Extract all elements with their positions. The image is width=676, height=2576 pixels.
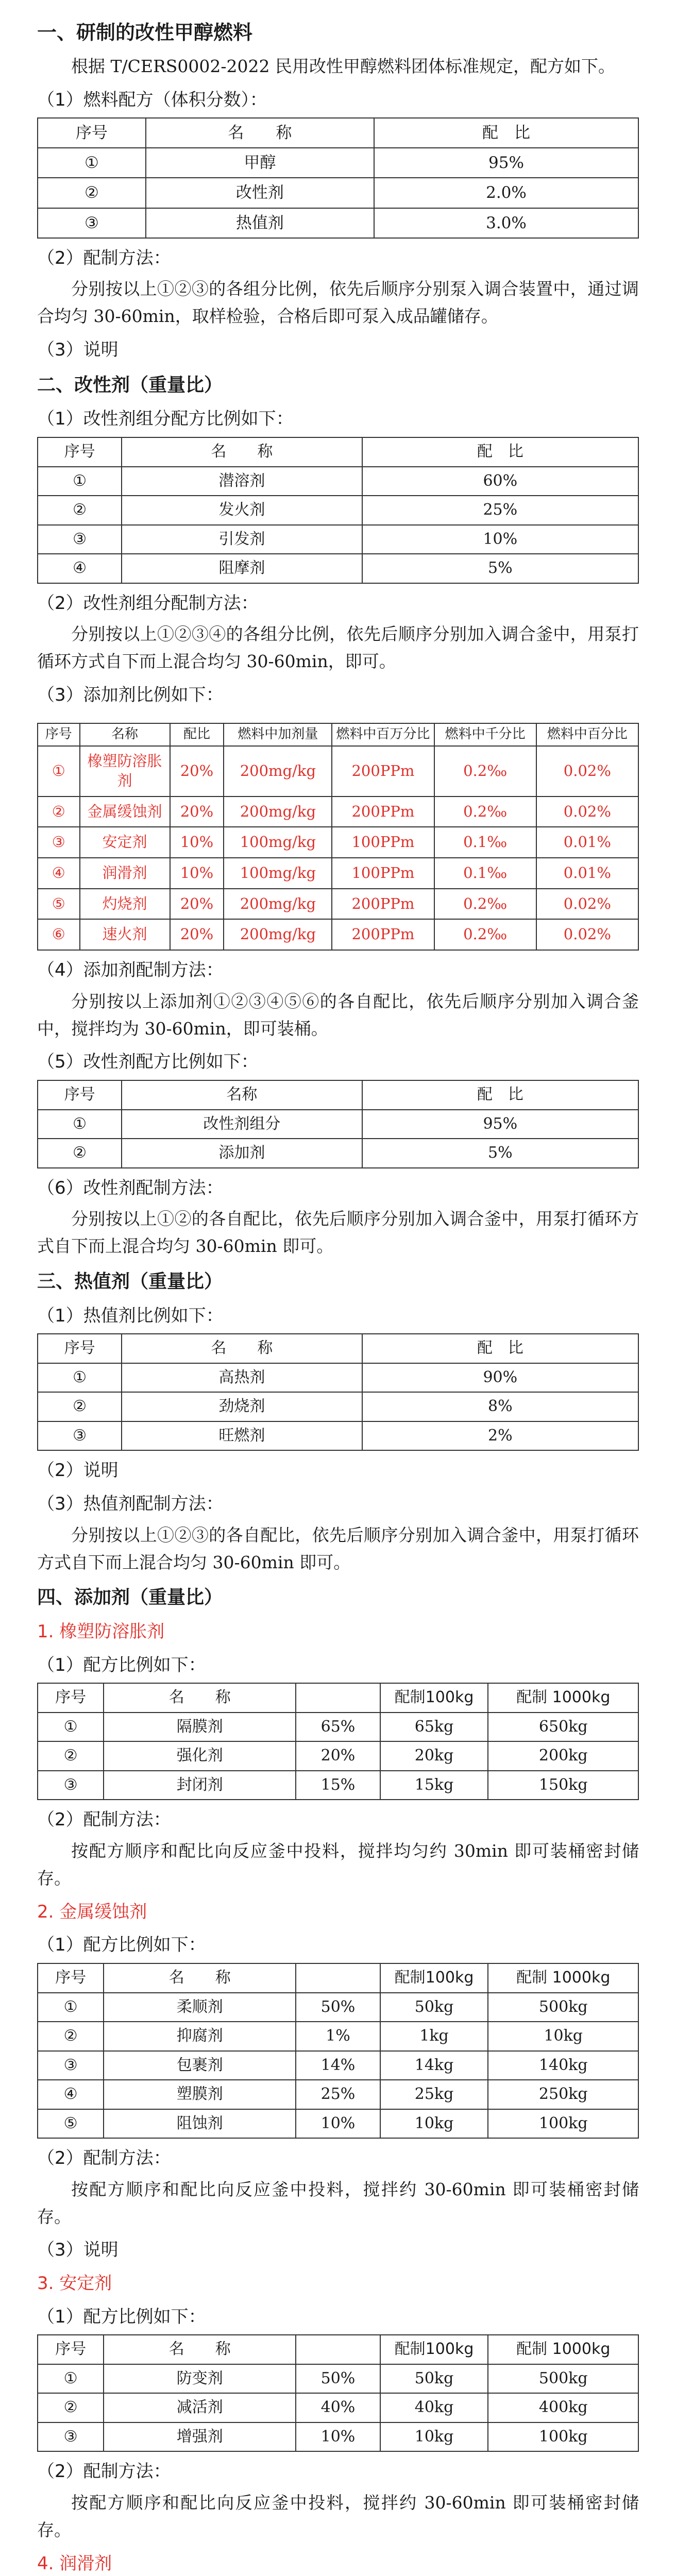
col-header: 序号: [38, 1080, 122, 1110]
cell: 金属缓蚀剂: [80, 796, 170, 827]
col-header: 配比: [170, 723, 224, 746]
cell: 包裹剂: [104, 2051, 296, 2080]
cell: 0.2‰: [434, 919, 536, 950]
cell: 200mg/kg: [224, 919, 332, 950]
table-row: [38, 178, 638, 208]
cell: 20%: [170, 746, 224, 796]
cell: 润滑剂: [80, 858, 170, 889]
intro-paragraph: 根据 T/CERS0002-2022 民用改性甲醇燃料团体标准规定，配方如下。: [71, 56, 616, 76]
group-sub3: （3）说明: [37, 2240, 119, 2261]
cell: 1%: [296, 2022, 380, 2051]
cell: 40%: [296, 2393, 380, 2422]
s2-title: 二、改性剂（重量比）: [37, 374, 223, 396]
cell: 0.01%: [536, 858, 638, 889]
col-header: 序号: [38, 118, 146, 148]
group-sub2: （2）配制方法：: [37, 2148, 171, 2169]
group-method: 按配方顺序和配比向反应釜中投料，搅拌约 30-60min 即可装桶密封储存。: [37, 2493, 639, 2540]
col-header: 名称: [122, 1080, 362, 1110]
table-row: [38, 2080, 638, 2109]
cell: 0.02%: [536, 889, 638, 920]
cell: 25kg: [380, 2080, 488, 2109]
cell: 增强剂: [104, 2422, 296, 2452]
s3-title: 三、热值剂（重量比）: [37, 1270, 223, 1292]
col-header: [296, 1683, 380, 1713]
table-row: [38, 525, 638, 554]
col-header: 配 比: [362, 1080, 638, 1110]
col-header: 序号: [38, 437, 122, 467]
cell: 50kg: [380, 2364, 488, 2394]
s2-sub2: （2）改性剂组分配制方法：: [37, 592, 259, 614]
group-sub1: （1）配方比例如下：: [37, 1935, 206, 1956]
cell: ②: [38, 2393, 104, 2422]
cell: ①: [38, 467, 122, 496]
cell: 0.1‰: [434, 827, 536, 858]
group-sub1: （1）配方比例如下：: [37, 2306, 206, 2327]
table-row: [38, 827, 638, 858]
cell: 100PPm: [332, 827, 434, 858]
cell: 隔膜剂: [104, 1713, 296, 1742]
cell: 0.02%: [536, 746, 638, 796]
cell: 柔顺剂: [104, 1993, 296, 2022]
additive-groups: [37, 1618, 639, 2576]
table-row: [38, 1713, 638, 1742]
s3-sub1: （1）热值剂比例如下：: [37, 1305, 224, 1326]
col-header: 配制100kg: [380, 1683, 488, 1713]
cell: 200mg/kg: [224, 746, 332, 796]
s3-sub3: （3）热值剂配制方法：: [37, 1494, 224, 1515]
cell: ②: [38, 496, 122, 525]
cell: 15kg: [380, 1771, 488, 1800]
cell: ④: [38, 2080, 104, 2109]
table-row: [38, 148, 638, 178]
table-header-row: [38, 723, 638, 746]
additive-ratio-table: [37, 723, 639, 951]
additive-group-title: 3. 安定剂: [37, 2273, 112, 2294]
table-row: [38, 2364, 638, 2394]
cell: ④: [38, 554, 122, 583]
table-row: [38, 858, 638, 889]
table-header-row: [38, 1334, 638, 1363]
table-row: [38, 1392, 638, 1421]
cell: 10%: [170, 858, 224, 889]
cell: ①: [38, 2364, 104, 2394]
additive-formula-table: [37, 2334, 639, 2452]
cell: ②: [38, 1392, 122, 1421]
cell: 100kg: [488, 2109, 638, 2139]
col-header: 序号: [38, 1963, 104, 1993]
cell: 14%: [296, 2051, 380, 2080]
cell: ①: [38, 746, 80, 796]
fuel-formula-table: [37, 117, 639, 238]
cell: 发火剂: [122, 496, 362, 525]
s2-sub3: （3）添加剂比例如下：: [37, 684, 224, 705]
cell: 封闭剂: [104, 1771, 296, 1800]
additive-group-title: 1. 橡塑防溶胀剂: [37, 1621, 165, 1642]
cell: 10kg: [488, 2022, 638, 2051]
cell: 200mg/kg: [224, 796, 332, 827]
col-header: 燃料中百分比: [536, 723, 638, 746]
cell: ②: [38, 796, 80, 827]
col-header: 名 称: [104, 1963, 296, 1993]
cell: 改性剂: [146, 178, 374, 208]
col-header: [296, 1963, 380, 1993]
cell: ③: [38, 1421, 122, 1451]
col-header: 配制100kg: [380, 2335, 488, 2364]
table-row: [38, 467, 638, 496]
cell: 10%: [296, 2422, 380, 2452]
cell: 0.2‰: [434, 889, 536, 920]
table-row: [38, 1110, 638, 1139]
col-header: 配制 1000kg: [488, 2335, 638, 2364]
col-header: 配制100kg: [380, 1963, 488, 1993]
cell: 0.2‰: [434, 746, 536, 796]
cell: 500kg: [488, 1993, 638, 2022]
table-header-row: [38, 1963, 638, 1993]
cell: 阻蚀剂: [104, 2109, 296, 2139]
cell: 抑腐剂: [104, 2022, 296, 2051]
cell: 旺燃剂: [122, 1421, 362, 1451]
table-header-row: [38, 1080, 638, 1110]
cell: 0.01%: [536, 827, 638, 858]
cell: 甲醇: [146, 148, 374, 178]
table-header-row: [38, 118, 638, 148]
s2-sub1: （1）改性剂组分配方比例如下：: [37, 409, 294, 430]
cell: 潜溶剂: [122, 467, 362, 496]
cell: 140kg: [488, 2051, 638, 2080]
s1-method: 分别按以上①②③的各组分比例，依先后顺序分别泵入调合装置中，通过调合均匀 30-60min，取样检验，合格后即可泵入成品罐储存。: [37, 279, 639, 327]
s4-title: 四、添加剂（重量比）: [37, 1587, 223, 1608]
additive-formula-table: [37, 1683, 639, 1800]
cell: 阻摩剂: [122, 554, 362, 583]
cell: ①: [38, 148, 146, 178]
cell: ①: [38, 1363, 122, 1393]
table-row: [38, 2393, 638, 2422]
cell: ③: [38, 827, 80, 858]
cell: 减活剂: [104, 2393, 296, 2422]
cell: 25%: [296, 2080, 380, 2109]
s3-sub2: （2）说明: [37, 1460, 119, 1481]
cell: 60%: [362, 467, 638, 496]
cell: 200PPm: [332, 919, 434, 950]
cell: 95%: [374, 148, 638, 178]
cell: 0.02%: [536, 796, 638, 827]
table-row: [38, 2051, 638, 2080]
col-header: 燃料中百万分比: [332, 723, 434, 746]
cell: 安定剂: [80, 827, 170, 858]
s2-sub6: （6）改性剂配制方法：: [37, 1177, 224, 1198]
cell: ⑥: [38, 919, 80, 950]
heat-value-table: [37, 1333, 639, 1451]
cell: 650kg: [488, 1713, 638, 1742]
table-row: [38, 496, 638, 525]
s2-method: 分别按以上①②③④的各组分比例，依先后顺序分别加入调合釜中，用泵打循环方式自下而上混合均匀 30-60min，即可。: [37, 624, 639, 671]
cell: ②: [38, 178, 146, 208]
cell: ③: [38, 208, 146, 238]
cell: 10%: [362, 525, 638, 554]
s2-method4: 分别按以上添加剂①②③④⑤⑥的各自配比，依先后顺序分别加入调合釜中，搅拌均为 30-60min，即可装桶。: [37, 991, 639, 1039]
table-row: [38, 554, 638, 583]
cell: 100mg/kg: [224, 858, 332, 889]
col-header: 名 称: [122, 437, 362, 467]
cell: 强化剂: [104, 1741, 296, 1771]
cell: 200mg/kg: [224, 889, 332, 920]
modifier-component-table: [37, 437, 639, 584]
cell: 100kg: [488, 2422, 638, 2452]
cell: 高热剂: [122, 1363, 362, 1393]
cell: 400kg: [488, 2393, 638, 2422]
cell: 25%: [362, 496, 638, 525]
table-row: [38, 208, 638, 238]
s2-sub5: （5）改性剂配方比例如下：: [37, 1052, 259, 1073]
col-header: 配 比: [362, 1334, 638, 1363]
cell: ①: [38, 1110, 122, 1139]
col-header: 燃料中加剂量: [224, 723, 332, 746]
cell: 1kg: [380, 2022, 488, 2051]
cell: 50%: [296, 1993, 380, 2022]
cell: ①: [38, 1713, 104, 1742]
cell: 5%: [362, 1139, 638, 1168]
col-header: 名 称: [104, 1683, 296, 1713]
group-sub2: （2）配制方法：: [37, 1809, 171, 1831]
table-row: [38, 1363, 638, 1393]
cell: 热值剂: [146, 208, 374, 238]
col-header: 燃料中千分比: [434, 723, 536, 746]
cell: 250kg: [488, 2080, 638, 2109]
cell: 500kg: [488, 2364, 638, 2394]
table-header-row: [38, 2335, 638, 2364]
cell: 200PPm: [332, 746, 434, 796]
cell: 改性剂组分: [122, 1110, 362, 1139]
col-header: 配 比: [362, 437, 638, 467]
table-header-row: [38, 437, 638, 467]
col-header: 序号: [38, 2335, 104, 2364]
cell: ③: [38, 525, 122, 554]
cell: ③: [38, 1771, 104, 1800]
col-header: 配 比: [374, 118, 638, 148]
group-method: 按配方顺序和配比向反应釜中投料，搅拌约 30-60min 即可装桶密封储存。: [37, 2179, 639, 2227]
table-row: [38, 1993, 638, 2022]
cell: 65%: [296, 1713, 380, 1742]
cell: 200PPm: [332, 796, 434, 827]
cell: 引发剂: [122, 525, 362, 554]
col-header: 配制 1000kg: [488, 1683, 638, 1713]
table-header-row: [38, 1683, 638, 1713]
cell: 200kg: [488, 1741, 638, 1771]
cell: 防变剂: [104, 2364, 296, 2394]
col-header: [296, 2335, 380, 2364]
additive-formula-table: [37, 1963, 639, 2139]
cell: 65kg: [380, 1713, 488, 1742]
additive-group-title: 2. 金属缓蚀剂: [37, 1901, 147, 1922]
cell: 40kg: [380, 2393, 488, 2422]
table-row: [38, 1421, 638, 1451]
col-header: 名称: [80, 723, 170, 746]
s1-sub3: （3）说明: [37, 339, 119, 360]
cell: 2%: [362, 1421, 638, 1451]
cell: 14kg: [380, 2051, 488, 2080]
cell: ②: [38, 2022, 104, 2051]
cell: 50%: [296, 2364, 380, 2394]
cell: 20%: [170, 889, 224, 920]
cell: 95%: [362, 1110, 638, 1139]
cell: 90%: [362, 1363, 638, 1393]
col-header: 名 称: [146, 118, 374, 148]
s2-method6: 分别按以上①②的各自配比，依先后顺序分别加入调合釜中，用泵打循环方式自下而上混合均匀 30-60min 即可。: [37, 1209, 639, 1257]
cell: 10%: [170, 827, 224, 858]
cell: 5%: [362, 554, 638, 583]
col-header: 序号: [38, 723, 80, 746]
cell: ③: [38, 2422, 104, 2452]
table-row: [38, 1139, 638, 1168]
table-row: [38, 919, 638, 950]
cell: ③: [38, 2051, 104, 2080]
cell: ⑤: [38, 889, 80, 920]
doc-title: 一、研制的改性甲醇燃料: [37, 21, 253, 44]
cell: 200PPm: [332, 889, 434, 920]
cell: 10kg: [380, 2422, 488, 2452]
table-row: [38, 1741, 638, 1771]
cell: 灼烧剂: [80, 889, 170, 920]
modifier-formula-table: [37, 1080, 639, 1168]
table-row: [38, 796, 638, 827]
cell: 3.0%: [374, 208, 638, 238]
cell: 劲烧剂: [122, 1392, 362, 1421]
additive-group-title: 4. 润滑剂: [37, 2553, 112, 2574]
col-header: 序号: [38, 1334, 122, 1363]
group-method: 按配方顺序和配比向反应釜中投料，搅拌均匀约 30min 即可装桶密封储存。: [37, 1841, 639, 1888]
cell: ①: [38, 1993, 104, 2022]
cell: 20%: [170, 796, 224, 827]
cell: 20%: [170, 919, 224, 950]
cell: 橡塑防溶胀剂: [80, 746, 170, 796]
cell: 0.2‰: [434, 796, 536, 827]
col-header: 名 称: [104, 2335, 296, 2364]
cell: 50kg: [380, 1993, 488, 2022]
table-row: [38, 889, 638, 920]
cell: 100PPm: [332, 858, 434, 889]
cell: ⑤: [38, 2109, 104, 2139]
cell: ④: [38, 858, 80, 889]
group-sub1: （1）配方比例如下：: [37, 1654, 206, 1675]
table-row: [38, 2422, 638, 2452]
s2-sub4: （4）添加剂配制方法：: [37, 960, 224, 981]
cell: ②: [38, 1741, 104, 1771]
cell: 塑膜剂: [104, 2080, 296, 2109]
table-row: [38, 746, 638, 796]
cell: 8%: [362, 1392, 638, 1421]
cell: 0.1‰: [434, 858, 536, 889]
cell: 10%: [296, 2109, 380, 2139]
col-header: 序号: [38, 1683, 104, 1713]
s1-sub1: （1）燃料配方（体积分数）：: [37, 89, 267, 110]
cell: 20%: [296, 1741, 380, 1771]
cell: 2.0%: [374, 178, 638, 208]
cell: 速火剂: [80, 919, 170, 950]
cell: 添加剂: [122, 1139, 362, 1168]
table-row: [38, 2022, 638, 2051]
table-row: [38, 1771, 638, 1800]
group-sub2: （2）配制方法：: [37, 2461, 171, 2482]
col-header: 名 称: [122, 1334, 362, 1363]
cell: 20kg: [380, 1741, 488, 1771]
cell: 100mg/kg: [224, 827, 332, 858]
s3-method: 分别按以上①②③的各自配比，依先后顺序分别加入调合釜中，用泵打循环方式自下而上混合均匀 30-60min 即可。: [37, 1524, 639, 1572]
cell: 15%: [296, 1771, 380, 1800]
cell: 0.02%: [536, 919, 638, 950]
cell: 10kg: [380, 2109, 488, 2139]
cell: 150kg: [488, 1771, 638, 1800]
s1-sub2: （2）配制方法：: [37, 247, 171, 268]
col-header: 配制 1000kg: [488, 1963, 638, 1993]
table-row: [38, 2109, 638, 2139]
cell: ②: [38, 1139, 122, 1168]
